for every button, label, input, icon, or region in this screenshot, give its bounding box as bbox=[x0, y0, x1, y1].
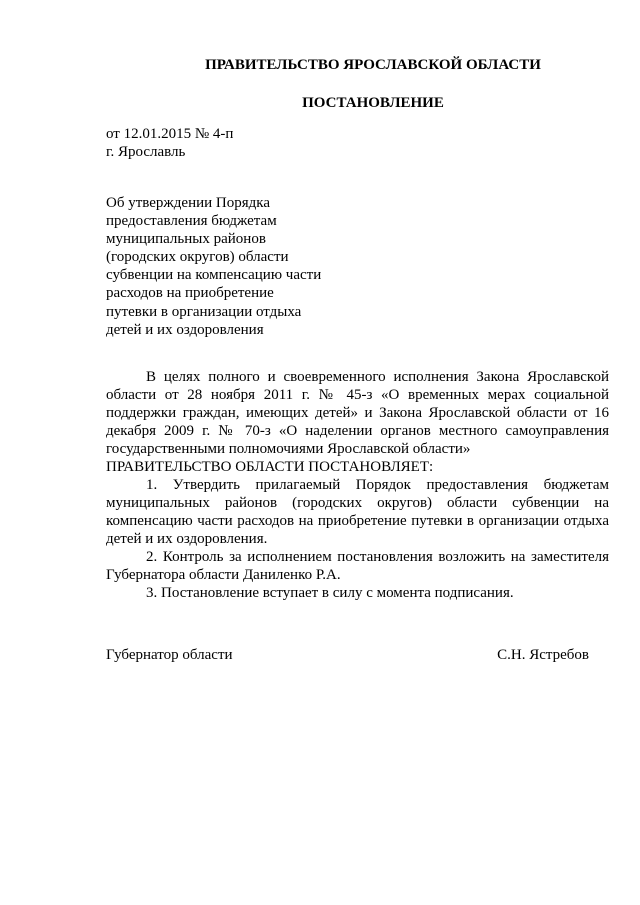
city: г. Ярославль bbox=[106, 144, 186, 160]
subject-line: путевки в организации отдыха bbox=[106, 303, 302, 320]
signatory-name: С.Н. Ястребов bbox=[497, 647, 589, 663]
preamble-paragraph: В целях полного и своевременного исполнения Закона Ярославской области от 28 ноября 2011 г. № 45-з «О временных мерах социальной поддержки граждан, имеющих детей» и Закона Ярославской области от 16 декабря 2009 г. № 70-з «О наделении органов местного самоуправления государственными полномочиями Ярославской области» bbox=[106, 369, 609, 457]
subject-line: предоставления бюджетам bbox=[106, 213, 277, 230]
subject-line: субвенции на компенсацию части bbox=[106, 267, 322, 284]
item-paragraph: 2. Контроль за исполнением постановления возложить на заместителя Губернатора области Даниленко Р.А. bbox=[106, 549, 609, 583]
issuing-authority: ПРАВИТЕЛЬСТВО ЯРОСЛАВСКОЙ ОБЛАСТИ bbox=[205, 57, 541, 73]
resolves-line: ПРАВИТЕЛЬСТВО ОБЛАСТИ ПОСТАНОВЛЯЕТ: bbox=[106, 459, 434, 475]
document-type: ПОСТАНОВЛЕНИЕ bbox=[302, 95, 444, 111]
item-paragraph: 1. Утвердить прилагаемый Порядок предоставления бюджетам муниципальных районов (городских округов) области субвенции на компенсацию части расходов на приобретение путевки в организации отдыха детей и их оздоровления. bbox=[106, 477, 609, 547]
date-and-number: от 12.01.2015 № 4-п bbox=[106, 126, 234, 142]
document-body bbox=[106, 368, 609, 602]
subject-block bbox=[106, 194, 366, 339]
item-paragraph: 3. Постановление вступает в силу с момента подписания. bbox=[146, 585, 514, 601]
signatory-position: Губернатор области bbox=[106, 647, 233, 663]
subject-line: Об утверждении Порядка bbox=[106, 195, 270, 211]
subject-line: (городских округов) области bbox=[106, 249, 289, 266]
subject-line: расходов на приобретение bbox=[106, 285, 274, 302]
subject-line: муниципальных районов bbox=[106, 231, 266, 248]
subject-line: детей и их оздоровления bbox=[106, 321, 264, 338]
